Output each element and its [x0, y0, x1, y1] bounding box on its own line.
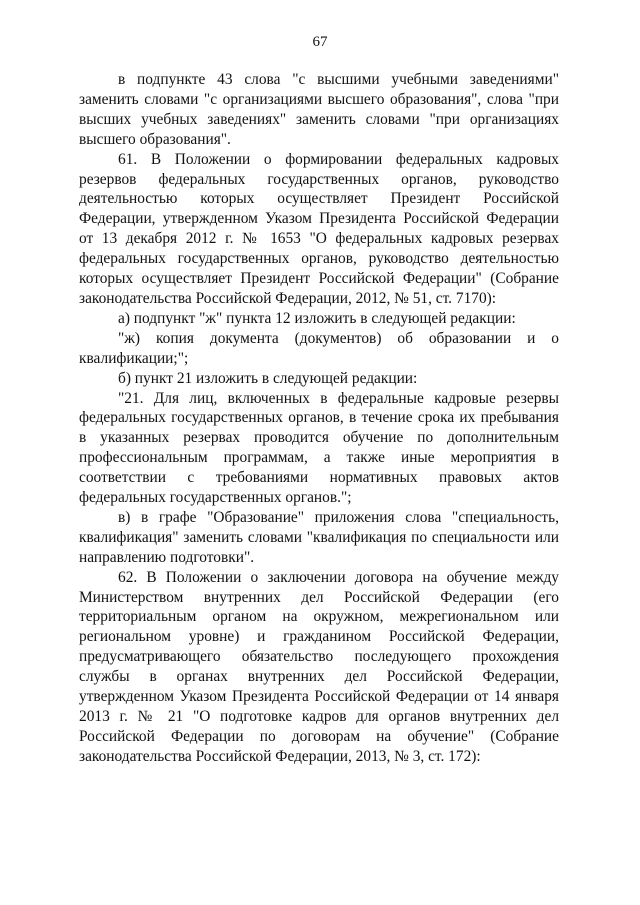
paragraph-item-62: 62. В Положении о заключении договора на обучение между Министерством внутренних дел Российской Федерации (его территориальным органом на окружном, межрегиональном или региональном уровне) и гражданином Российской Федерации, предусматривающего обязательство последующего прохождения службы в органах внутренних дел Российской Федерации, утвержденном Указом Президента Российской Федерации от 14 января 2013 г. № 21 "О подготовке кадров для органов внутренних дел Российской Федерации по договорам на обучение" (Собрание законодательства Российской Федерации, 2013, № 3, ст. 172): — [79, 568, 559, 765]
paragraph-item-61-a-text: "ж) копия документа (документов) об образовании и о квалификации;"; — [79, 329, 559, 367]
page-number: 67 — [312, 34, 328, 50]
paragraph-item-61-a: а) подпункт "ж" пункта 12 изложить в следующей редакции: — [118, 309, 516, 327]
paragraph-item-61: 61. В Положении о формировании федеральных кадровых резервов федеральных государственных органов, руководство деятельностью которых осуществляет Президент Российской Федерации, утвержденном Указом Президента Российской Федерации от 13 декабря 2012 г. № 1653 "О федеральных кадровых резервах федеральных государственных органов, руководство деятельностью которых осуществляет Президент Российской Федерации" (Собрание законодательства Российской Федерации, 2012, № 51, ст. 7170): — [79, 150, 559, 307]
paragraph-item-61-b-text: "21. Для лиц, включенных в федеральные кадровые резервы федеральных государственных органов, в течение срока их пребывания в указанных резервах проводится обучение по дополнительным профессиональным программам, а также иные мероприятия в соответствии с требованиями нормативных правовых актов федеральных государственных органов."; — [79, 389, 559, 507]
paragraph-item-61-v: в) в графе "Образование" приложения слова "специальность, квалификация" заменить словами "квалификация по специальности или направлению подготовки". — [79, 508, 559, 566]
document-body — [79, 70, 559, 767]
paragraph-subpoint-43: в подпункте 43 слова "с высшими учебными заведениями" заменить словами "с организациями высшего образования", слова "при высших учебных заведениях" заменить словами "при организациях высшего образования". — [79, 71, 559, 148]
paragraph-item-61-b: б) пункт 21 изложить в следующей редакции: — [118, 369, 418, 387]
